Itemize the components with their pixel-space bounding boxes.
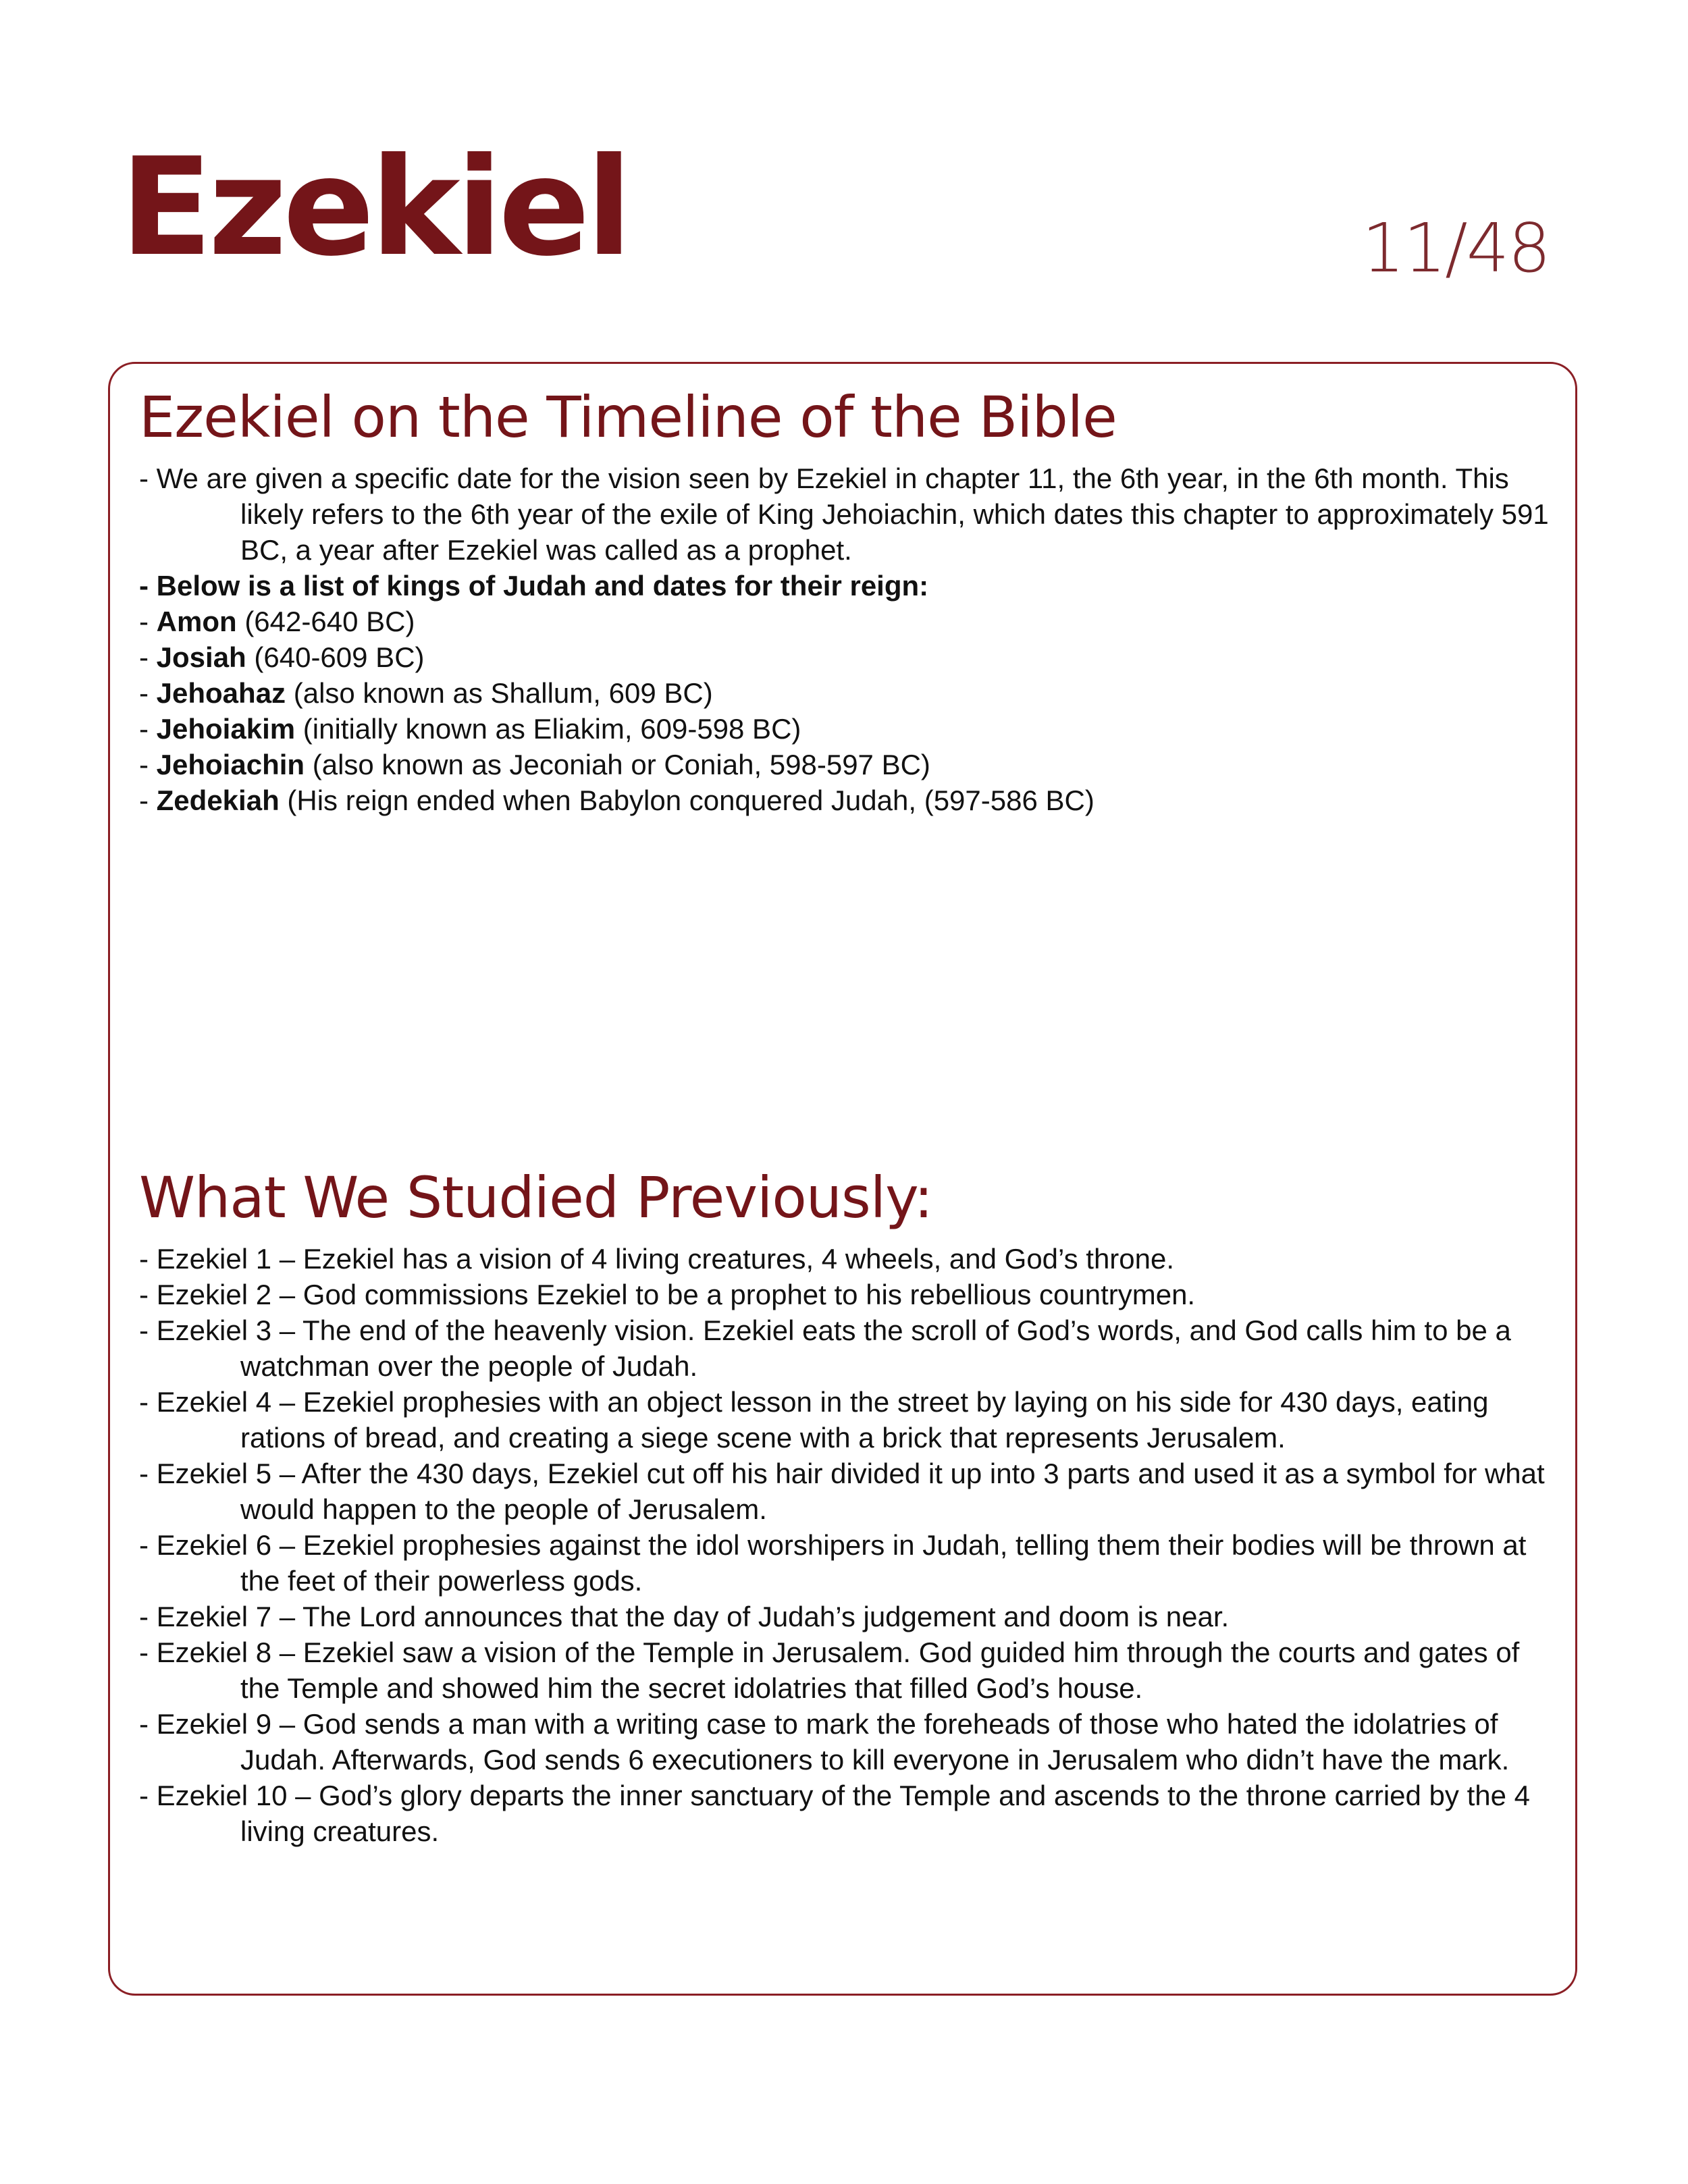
previous-section	[139, 1167, 1564, 1849]
list-item: - Ezekiel 9 – God sends a man with a writing case to mark the foreheads of those who hated the idolatries of Judah. Afterwards, God sends 6 executioners to kill everyone in Jerusalem who didn’t have the mark.	[139, 1708, 1510, 1776]
list-item: - Jehoahaz (also known as Shallum, 609 BC)	[139, 677, 713, 710]
king-name: Zedekiah	[156, 784, 280, 817]
kings-list	[139, 604, 1564, 818]
king-detail: (initially known as Eliakim, 609-598 BC)	[295, 713, 801, 745]
list-item: - Amon (642-640 BC)	[139, 606, 415, 638]
list-item: - Jehoiakim (initially known as Eliakim, 609-598 BC)	[139, 713, 801, 745]
list-item: - Ezekiel 3 – The end of the heavenly vision. Ezekiel eats the scroll of God’s words, and God calls him to be a watchman over the people of Judah.	[139, 1314, 1511, 1383]
list-item: - Ezekiel 6 – Ezekiel prophesies against the idol worshipers in Judah, telling them their bodies will be thrown at the feet of their powerless gods.	[139, 1529, 1527, 1597]
page-number: 11/48	[1361, 209, 1550, 288]
list-item: - Josiah (640-609 BC)	[139, 641, 425, 674]
kings-list-heading: - Below is a list of kings of Judah and dates for their reign:	[139, 570, 929, 602]
timeline-heading: Ezekiel on the Timeline of the Bible	[139, 384, 1117, 450]
king-name: Amon	[156, 606, 237, 638]
list-item: - Ezekiel 8 – Ezekiel saw a vision of the Temple in Jerusalem. God guided him through the courts and gates of the Temple and showed him the secret idolatries that filled God’s house.	[139, 1636, 1520, 1705]
page-title: Ezekiel	[120, 129, 629, 286]
king-detail: (also known as Shallum, 609 BC)	[286, 677, 713, 710]
king-name: Jehoahaz	[156, 677, 286, 710]
timeline-section	[139, 386, 1564, 818]
king-detail: (His reign ended when Babylon conquered Judah, (597-586 BC)	[279, 784, 1094, 817]
list-item: - Ezekiel 7 – The Lord announces that the day of Judah’s judgement and doom is near.	[139, 1601, 1230, 1633]
king-detail: (also known as Jeconiah or Coniah, 598-597 BC)	[305, 749, 930, 781]
list-item: - Ezekiel 4 – Ezekiel prophesies with an object lesson in the street by laying on his side for 430 days, eating rations of bread, and creating a siege scene with a brick that represents Jerusalem.	[139, 1386, 1489, 1454]
previous-list	[139, 1241, 1564, 1849]
timeline-intro: - We are given a specific date for the vision seen by Ezekiel in chapter 11, the 6th year, in the 6th month. This likely refers to the 6th year of the exile of King Jehoiachin, which dates this chapter to approximately 591 BC, a year after Ezekiel was called as a prophet.	[139, 462, 1549, 566]
king-detail: (640-609 BC)	[246, 641, 425, 674]
king-name: Josiah	[156, 641, 246, 674]
list-item: - Zedekiah (His reign ended when Babylon conquered Judah, (597-586 BC)	[139, 784, 1094, 817]
list-item: - Ezekiel 2 – God commissions Ezekiel to be a prophet to his rebellious countrymen.	[139, 1279, 1196, 1311]
king-name: Jehoiakim	[156, 713, 296, 745]
list-item: - Ezekiel 5 – After the 430 days, Ezekiel cut off his hair divided it up into 3 parts and used it as a symbol for what would happen to the people of Jerusalem.	[139, 1458, 1545, 1526]
list-item: - Jehoiachin (also known as Jeconiah or Coniah, 598-597 BC)	[139, 749, 930, 781]
king-detail: (642-640 BC)	[236, 606, 415, 638]
list-item: - Ezekiel 1 – Ezekiel has a vision of 4 living creatures, 4 wheels, and God’s throne.	[139, 1243, 1175, 1275]
previous-heading: What We Studied Previously:	[139, 1165, 933, 1231]
list-item: - Ezekiel 10 – God’s glory departs the inner sanctuary of the Temple and ascends to the throne carried by the 4 living creatures.	[139, 1780, 1530, 1848]
king-name: Jehoiachin	[156, 749, 305, 781]
